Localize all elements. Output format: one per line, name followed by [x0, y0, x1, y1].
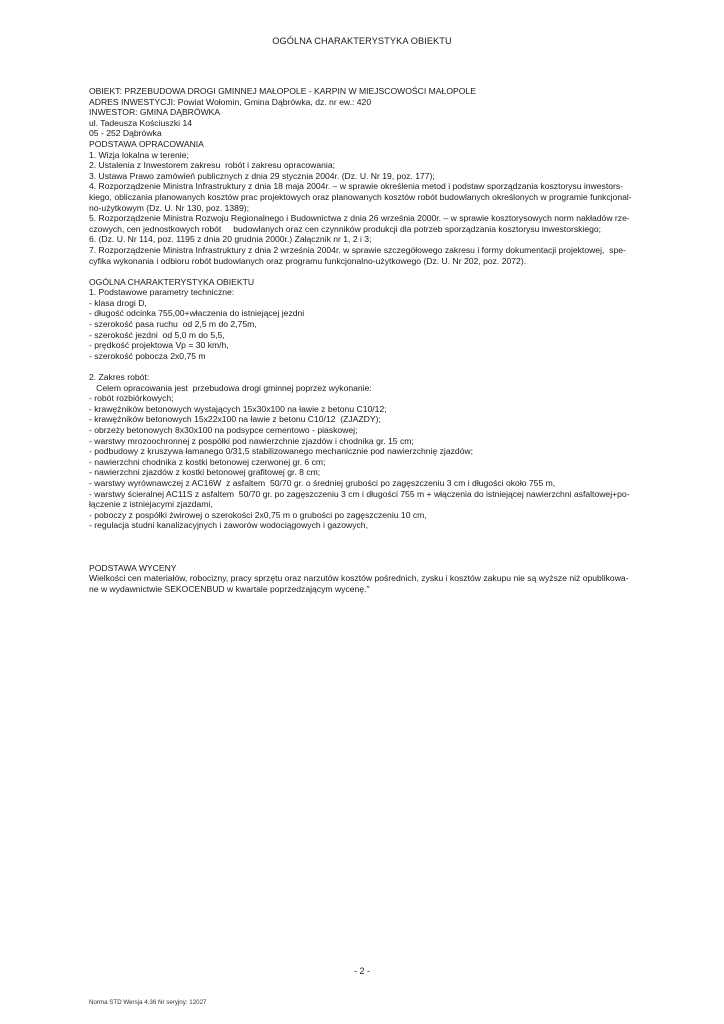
params-list	[89, 298, 689, 362]
pricing-line: ne w wydawnictwie SEKOCENBUD w kwartale poprzedzającym wycenę."	[89, 583, 370, 594]
investor-line: INWESTOR: GMINA DĄBRÓWKA	[89, 107, 221, 118]
pricing-title: PODSTAWA WYCENY	[89, 562, 177, 573]
scope-item: łączenie z istniejacymi zjazdami,	[89, 499, 213, 510]
basis-item: 1. Wizja lokalna w terenie;	[89, 149, 189, 160]
scope-title: 2. Zakres robót:	[89, 372, 150, 383]
basis-item: kiego, obliczania planowanych kosztów prac projektowych oraz planowanych kosztów robót budowlanych określonych w programie funkcjonal-	[89, 191, 632, 202]
pricing-line: Wielkości cen materiałów, robocizny, pracy sprzętu oraz narzutów kosztów pośrednich, zysku i kosztów zakupu nie są wyższe niż opublikowa-	[89, 573, 629, 584]
basis-list	[89, 150, 689, 267]
object-line: OBIEKT: PRZEBUDOWA DROGI GMINNEJ MAŁOPOLE - KARPIN W MIEJSCOWOŚCI MAŁOPOLE	[89, 86, 476, 96]
basis-item: no-użytkowym (Dz. U. Nr 130, poz. 1389);	[89, 202, 249, 213]
basis-item: 7. Rozporządzenie Ministra Infrastruktury z dnia 2 września 2004r. w sprawie szczegółowego zakresu i formy dokumentacji projektowej, spe-	[89, 244, 626, 255]
scope-item: - warstwy mrozoochronnej z pospółki pod nawierzchnie zjazdów i chodnika gr. 15 cm;	[89, 435, 414, 446]
basis-title: PODSTAWA OPRACOWANIA	[89, 138, 204, 149]
scope-intro: Celem opracowania jest przebudowa drogi gminnej poprzez wykonanie:	[89, 382, 372, 393]
document-body	[89, 86, 689, 595]
postal-line: 05 - 252 Dąbrówka	[89, 128, 162, 139]
footer-note: Norma STD Wersja 4.36 Nr seryjny: 12027	[89, 999, 207, 1006]
scope-item: - warstwy ścieralnej AC11S z asfaltem 50/70 gr. po zagęszczeniu 3 cm i długości 755 m + włączenia do istniejącej nawierzchni asfaltowej+po-	[89, 488, 630, 499]
scope-item: - krawężników betonowych 15x22x100 na ławie z betonu C10/12 (ZJAZDY);	[89, 414, 381, 425]
params-title: 1. Podstawowe parametry techniczne:	[89, 287, 235, 298]
param-item: - długość odcinka 755,00+właczenia do istniejącej jezdni	[89, 308, 305, 319]
basis-item: 4. Rozporządzenie Ministra Infrastruktury z dnia 18 maja 2004r. – w sprawie określenia metod i podstaw sporządzania kosztorysu inwestors-	[89, 181, 624, 192]
scope-item: - obrzeży betonowych 8x30x100 na podsypce cementowo - piaskowej;	[89, 425, 358, 435]
basis-item: 3. Ustawa Prawo zamówień publicznych z dnia 29 stycznia 2004r. (Dz. U. Nr 19, poz. 177);	[89, 170, 435, 181]
scope-item: - warstwy wyrównawczej z AC16W z asfaltem 50/70 gr. o średniej grubości po zagęszczeniu 3 cm i długości około 755 m,	[89, 477, 556, 488]
param-item: - klasa drogi D,	[89, 297, 147, 308]
basis-item: 5. Rozporządzenie Ministra Rozwoju Regionalnego i Budownictwa z dnia 26 września 2000r. – w sprawie kosztorysowych norm nakładów rze-	[89, 213, 630, 224]
street-line: ul. Tadeusza Kościuszki 14	[89, 117, 193, 128]
basis-item: cyfika wykonania i odbioru robót budowlanych oraz programu funkcjonalno-użytkowego (Dz. U. Nr 202, poz. 2072).	[89, 255, 527, 266]
address-line: ADRES INWESTYCJI: Powiat Wołomin, Gmina Dąbrówka, dz. nr ew.: 420	[89, 96, 372, 107]
characteristics-title: OGÓLNA CHARAKTERYSTYKA OBIEKTU	[89, 276, 255, 287]
param-item: - szerokość pasa ruchu od 2,5 m do 2,75m,	[89, 319, 257, 330]
scope-list	[89, 393, 689, 531]
scope-item: - nawierzchni chodnika z kostki betonowej czerwonej gr. 6 cm;	[89, 456, 326, 467]
scope-item: - regulacja studni kanalizacyjnych i zaworów wodociągowych i gazowych,	[89, 520, 368, 531]
scope-item: - podbudowy z kruszywa łamanego 0/31,5 stabilizowanego mechanicznie pod nawierzchnię zjazdów;	[89, 446, 474, 457]
param-item: - szerokość pobocza 2x0,75 m	[89, 350, 206, 361]
param-item: - prędkość projektowa Vp = 30 km/h,	[89, 340, 229, 351]
basis-item: czowych, cen jednostkowych robót budowlanych oraz cen czynników produkcji dla potrzeb sporządzania kosztorysu inwestorskiego;	[89, 223, 602, 234]
scope-item: - poboczy z pospółki żwirowej o szerokości 2x0,75 m o grubości po zagęszczeniu 10 cm,	[89, 509, 427, 520]
scope-item: - krawężników betonowych wystających 15x30x100 na ławie z betonu C10/12;	[89, 403, 387, 414]
basis-item: 6. (Dz. U. Nr 114, poz. 1195 z dnia 20 grudnia 2000r.) Załącznik nr 1, 2 i 3;	[89, 234, 372, 245]
page-header-title: OGÓLNA CHARAKTERYSTYKA OBIEKTU	[272, 36, 452, 46]
basis-item: 2. Ustalenia z Inwestorem zakresu robót i zakresu opracowania;	[89, 160, 335, 171]
param-item: - szerokość jezdni od 5,0 m do 5,5,	[89, 329, 225, 340]
scope-item: - robót rozbiórkowych;	[89, 393, 174, 404]
page-number: - 2 -	[353, 966, 370, 976]
scope-item: - nawierzchni zjazdów z kostki betonowej grafitowej gr. 8 cm;	[89, 467, 321, 478]
